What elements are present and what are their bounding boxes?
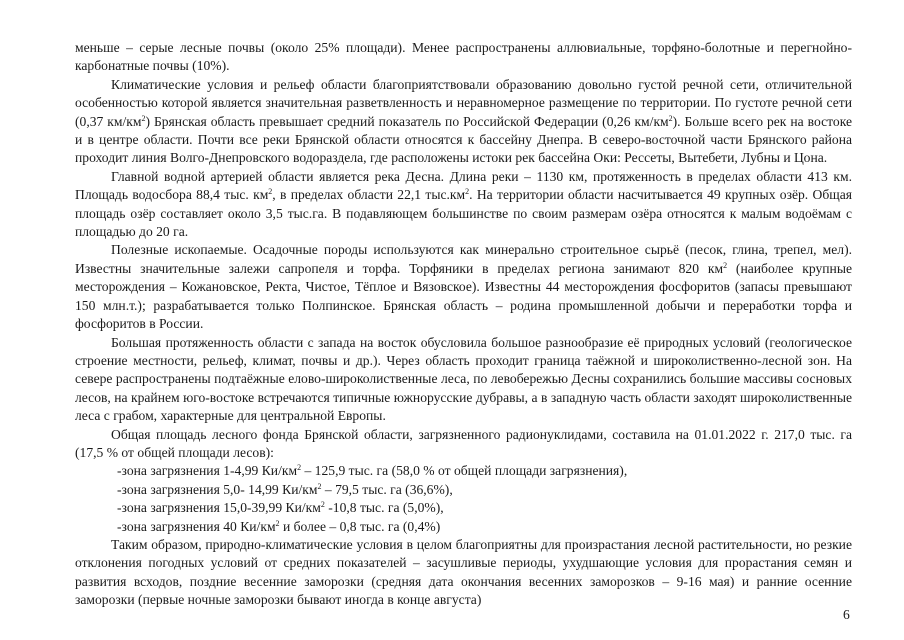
superscript: 2 [723, 260, 728, 270]
text-run: -зона загрязнения 1-4,99 Ки/км [117, 463, 298, 479]
text-run: -зона загрязнения 5,0- 14,99 Ки/км [117, 481, 318, 497]
paragraph [75, 39, 852, 76]
paragraph [75, 536, 852, 610]
text-run: Большая протяженность области с запада на восток обусловила большое разнообразие её природных условий (геологическое строение местности, рельеф, климат, почвы и др.). Через область проходит граница таёжной и широколиственно-лесной зон. На севере распространены подтаёжные елово-широколиственные леса, по левобережью Десны сохранились большие массивы сосновых лесов, на крайнем юго-востоке встречаются типичные южнорусские дубравы, а в западную часть области заходят широколиственные леса с грабом, характерные для центральной Европы. [75, 334, 852, 424]
text-run: ) Брянская область превышает средний показатель по Российской Федерации (0,26 км/км [145, 113, 669, 129]
text-run: -10,8 тыс. га (5,0%), [324, 500, 444, 516]
paragraph [75, 241, 852, 333]
text-run: (наиболее крупные месторождения – Кожановское, Ректа, Чистое, Тёплое и Вязовское). Известны 44 месторождения фосфоритов (запасы превышают 150 млн.т.); разрабатывается только Полпинское. Брянская область – родина промышленной добычи и переработки торфа и фосфоритов в России. [75, 260, 852, 332]
text-run: . На территории области насчитывается 49 крупных озёр. Общая площадь озёр составляет около 3,5 тыс.га. В подавляющем большинстве по своим размерам озёра относятся к малым водоёмам с площадью до 20 га. [75, 187, 852, 240]
superscript: 2 [297, 463, 302, 473]
superscript: 2 [275, 518, 280, 528]
text-run: Полезные ископаемые. Осадочные породы используются как минерально строительное сырьё (песок, глина, трепел, мел). Известны значительные залежи сапропеля и торфа. Торфяники в пределах региона занимают 820 км [75, 242, 852, 276]
document-body [75, 39, 852, 610]
text-run: Главной водной артерией области является река Десна. Длина реки – 1130 км, протяженность в пределах области 413 км. Площадь водосбора 88,4 тыс. км [75, 168, 852, 203]
list-item [75, 462, 852, 480]
list-item [75, 499, 852, 517]
text-run: Таким образом, природно-климатические условия в целом благоприятны для произрастания лесной растительности, но резкие отклонения погодных условий от средних показателей – засушливые периоды, ухудшающие условия для прорастания семян и развития всходов, поздние весенние заморозки (средняя дата окончания весенних заморозков – 9-16 мая) и ранние осенние заморозки (первые ночные заморозки бывают иногда в конце августа) [75, 536, 852, 608]
paragraph [75, 76, 852, 168]
text-run: , в пределах области 22,1 тыс.км [272, 187, 466, 203]
superscript: 2 [668, 113, 673, 123]
text-run: Климатические условия и рельеф области благоприятствовали образованию довольно густой речной сети, отличительной особенностью которой является значительная разветвленность и неравномерное размещение по территории. По густоте речной сети (0,37 км/км [75, 76, 852, 129]
text-run: меньше – серые лесные почвы (около 25% площади). Менее распространены аллювиальные, торфяно-болотные и перегнойно-карбонатные почвы (10%). [75, 40, 852, 74]
paragraph [75, 334, 852, 426]
page-number: 6 [843, 607, 850, 622]
text-run: -зона загрязнения 40 Ки/км [117, 518, 276, 534]
text-run: – 79,5 тыс. га (36,6%), [321, 481, 453, 497]
paragraph [75, 168, 852, 242]
superscript: 2 [465, 187, 470, 197]
text-run: ). Больше всего рек на востоке и в центре области. Почти все реки Брянской области относятся к бассейну Днепра. В северо-восточной части Брянского района проходит линия Волго-Днепровского водораздела, где расположены истоки рек бассейна Оки: Рессеты, Вытебети, Лубны и Цона. [75, 113, 852, 166]
paragraph [75, 426, 852, 463]
text-run: – 125,9 тыс. га (58,0 % от общей площади загрязнения), [301, 463, 628, 479]
text-run: и более – 0,8 тыс. га (0,4%) [279, 518, 441, 534]
text-run: Общая площадь лесного фонда Брянской области, загрязненного радионуклидами, составила на 01.01.2022 г. 217,0 тыс. га (17,5 % от общей площади лесов): [75, 426, 852, 460]
superscript: 2 [320, 500, 325, 510]
superscript: 2 [268, 187, 273, 197]
superscript: 2 [141, 113, 146, 123]
superscript: 2 [317, 481, 322, 491]
list-item [75, 518, 852, 536]
text-run: -зона загрязнения 15,0-39,99 Ки/км [117, 500, 321, 516]
list-item [75, 481, 852, 499]
